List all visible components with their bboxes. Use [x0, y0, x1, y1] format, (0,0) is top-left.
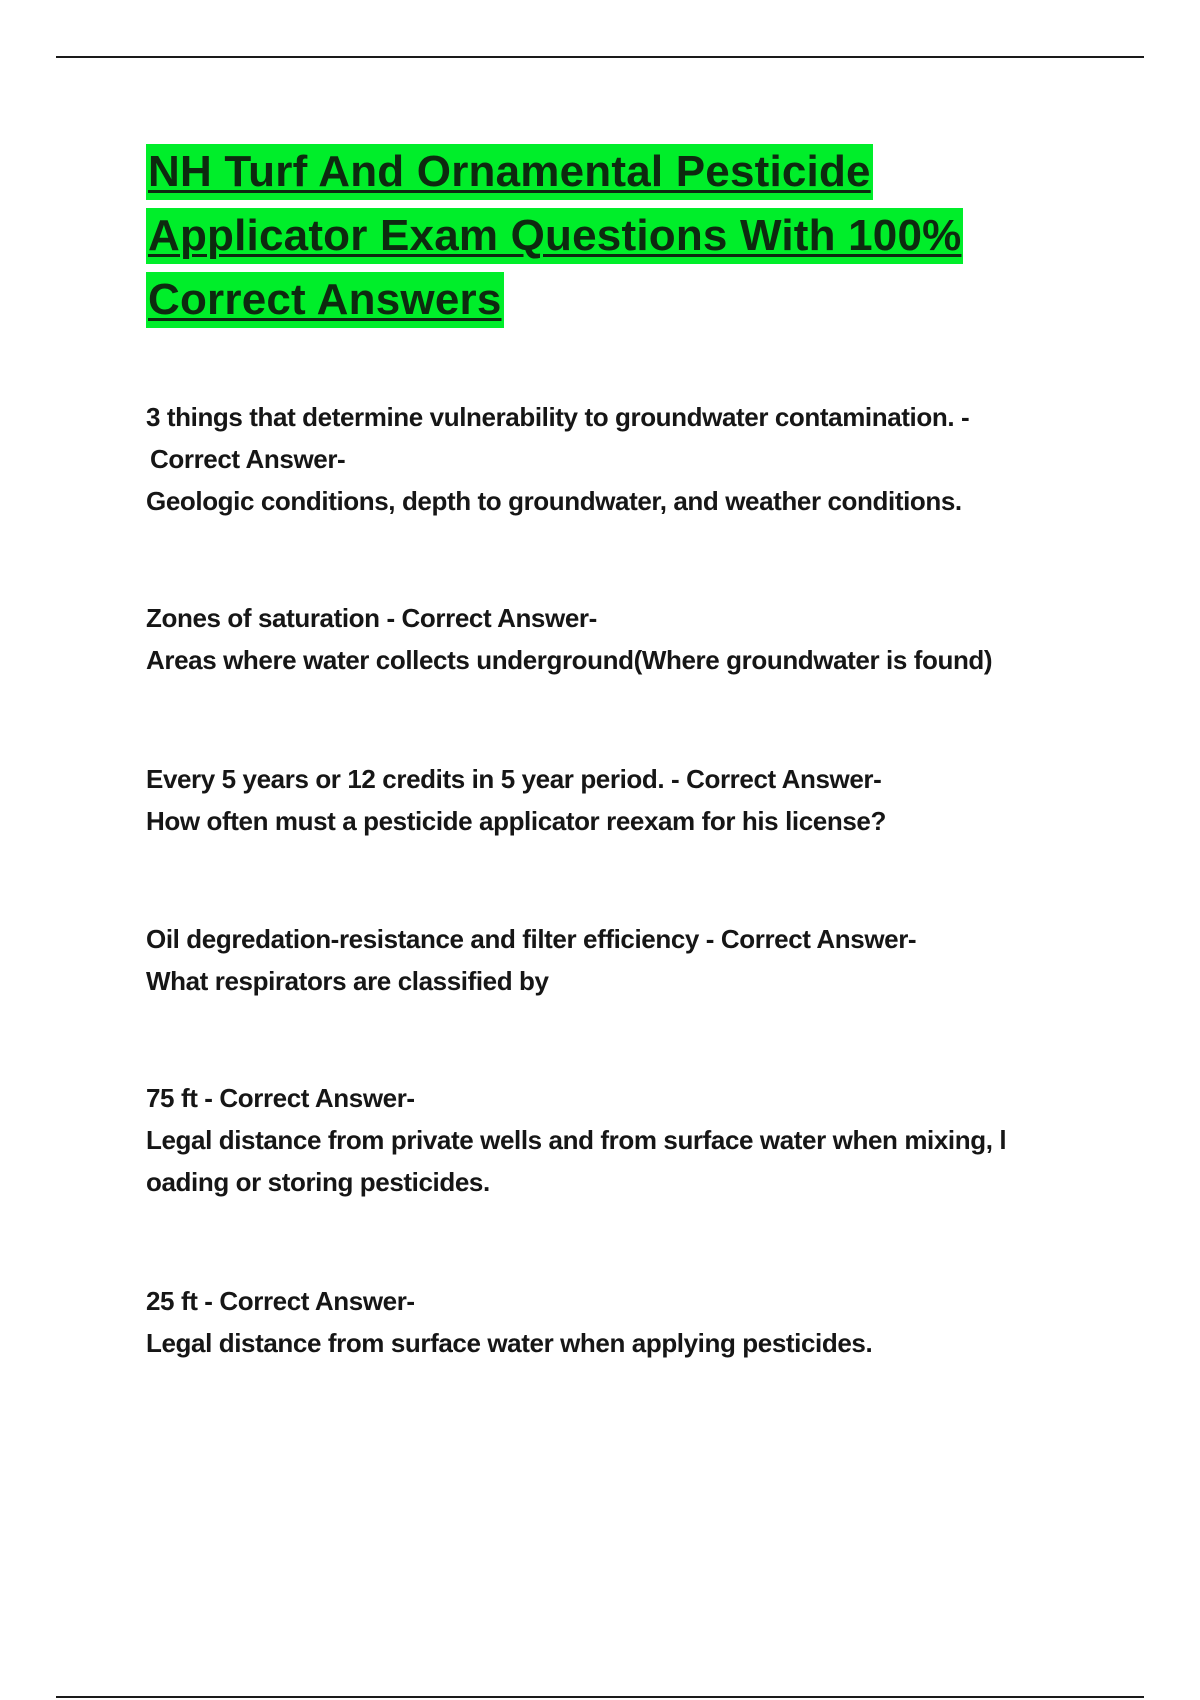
answer-text-continued: oading or storing pesticides. [146, 1167, 490, 1197]
qa-entry [146, 918, 1086, 1002]
title-line: Correct Answers [146, 272, 1106, 336]
title-line: Applicator Exam Questions With 100% [146, 208, 1106, 272]
qa-entry [146, 396, 1086, 522]
answer-text: Legal distance from surface water when applying pesticides. [146, 1328, 873, 1358]
answer-marker: Correct Answer- [150, 444, 346, 474]
top-divider [56, 56, 1144, 58]
answer-text: How often must a pesticide applicator reexam for his license? [146, 806, 886, 836]
question-text: 75 ft - Correct Answer- [146, 1083, 415, 1113]
bottom-divider [56, 1696, 1144, 1698]
question-text: 3 things that determine vulnerability to groundwater contamination. - [146, 402, 970, 432]
answer-text: Geologic conditions, depth to groundwater, and weather conditions. [146, 486, 962, 516]
qa-entry [146, 1280, 1086, 1364]
document-title [146, 144, 1106, 336]
answer-text: Areas where water collects underground(Where groundwater is found) [146, 645, 993, 675]
qa-entry [146, 1077, 1086, 1203]
question-text: 25 ft - Correct Answer- [146, 1286, 415, 1316]
answer-text: Legal distance from private wells and from surface water when mixing, l [146, 1125, 1007, 1155]
question-text: Zones of saturation - Correct Answer- [146, 603, 597, 633]
answer-text: What respirators are classified by [146, 966, 549, 996]
qa-entry [146, 597, 1086, 681]
question-text: Every 5 years or 12 credits in 5 year period. - Correct Answer- [146, 764, 882, 794]
qa-entry [146, 758, 1086, 842]
question-text: Oil degredation-resistance and filter efficiency - Correct Answer- [146, 924, 917, 954]
title-line: NH Turf And Ornamental Pesticide [146, 144, 1106, 208]
